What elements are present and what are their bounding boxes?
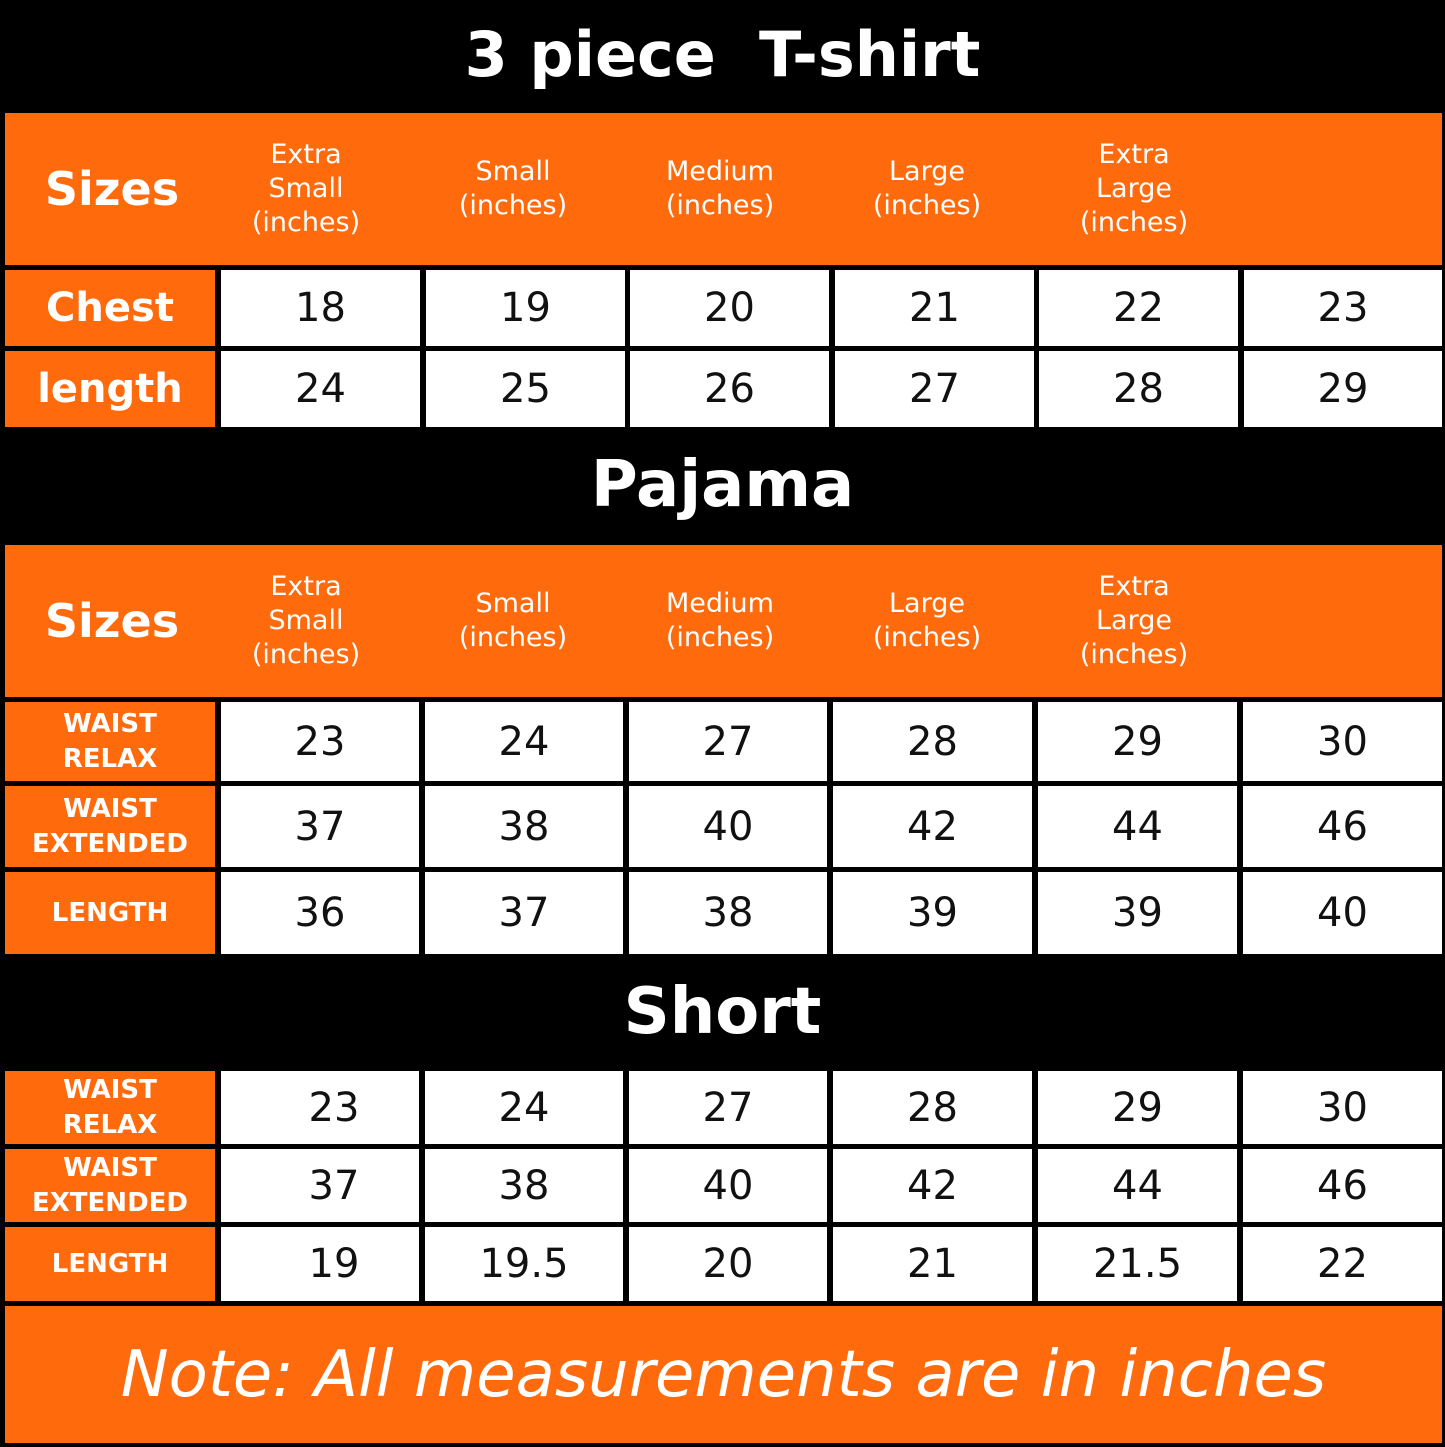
table-cell: 21.5 [1038, 1227, 1237, 1301]
row-label-length: LENGTH [5, 1227, 215, 1301]
row-label-length: LENGTH [5, 872, 215, 954]
table-cell: 36 [221, 872, 419, 954]
table-cell: 18 [221, 270, 420, 346]
table-cell: 21 [833, 1227, 1032, 1301]
table-cell: 27 [629, 702, 827, 781]
pajama-size-header [5, 545, 1442, 697]
size-column-header: Large (inches) [872, 156, 982, 221]
row-label-length: length [5, 351, 215, 427]
table-cell: 27 [629, 1071, 827, 1144]
size-column-header: Medium (inches) [665, 588, 775, 653]
table-cell: 37 [425, 872, 623, 954]
table-cell: 22 [1039, 270, 1238, 346]
table-cell: 40 [629, 786, 827, 867]
row-label-waist-relax: WAIST RELAX [5, 702, 215, 781]
size-column-header [1238, 113, 1442, 265]
table-cell: 42 [833, 786, 1032, 867]
table-cell: 29 [1038, 1071, 1237, 1144]
table-cell: 38 [629, 872, 827, 954]
size-column-header: Small (inches) [458, 156, 568, 221]
tshirt-title: 3 piece T-shirt [464, 18, 981, 91]
table-cell: 21 [835, 270, 1034, 346]
table-cell: 28 [833, 702, 1032, 781]
table-cell: 19 [221, 1227, 419, 1301]
table-cell: 46 [1243, 1149, 1442, 1222]
size-column-header: Medium (inches) [665, 156, 775, 221]
short-title: Short [623, 975, 822, 1049]
tshirt-size-header [5, 113, 1442, 265]
table-cell: 20 [629, 1227, 827, 1301]
table-cell: 23 [221, 1071, 419, 1144]
row-label-waist-extended: WAIST EXTENDED [5, 1149, 215, 1222]
pajama-title: Pajama [590, 448, 855, 522]
sizes-label: Sizes [44, 594, 180, 648]
table-cell: 37 [221, 786, 419, 867]
table-cell: 42 [833, 1149, 1032, 1222]
table-cell: 46 [1243, 786, 1442, 867]
table-cell: 30 [1243, 702, 1442, 781]
table-cell: 39 [1038, 872, 1237, 954]
table-cell: 30 [1243, 1071, 1442, 1144]
sizes-label: Sizes [44, 162, 180, 216]
table-cell: 28 [833, 1071, 1032, 1144]
table-cell: 29 [1038, 702, 1237, 781]
table-cell: 38 [425, 786, 623, 867]
table-cell: 40 [1243, 872, 1442, 954]
table-cell: 28 [1039, 351, 1238, 427]
table-cell: 26 [630, 351, 829, 427]
table-cell: 25 [426, 351, 625, 427]
size-column-header: Extra Small (inches) [251, 571, 361, 670]
table-cell: 24 [425, 1071, 623, 1144]
table-cell: 44 [1038, 1149, 1237, 1222]
size-column-header [1238, 545, 1442, 697]
table-cell: 24 [425, 702, 623, 781]
table-cell: 40 [629, 1149, 827, 1222]
size-column-header: Extra Large (inches) [1079, 139, 1189, 238]
table-cell: 22 [1243, 1227, 1442, 1301]
table-cell: 39 [833, 872, 1032, 954]
table-cell: 19 [426, 270, 625, 346]
row-label-waist-relax: WAIST RELAX [5, 1071, 215, 1144]
table-cell: 27 [835, 351, 1034, 427]
table-cell: 20 [630, 270, 829, 346]
row-label-waist-extended: WAIST EXTENDED [5, 786, 215, 867]
size-column-header: Extra Small (inches) [251, 139, 361, 238]
size-column-header: Large (inches) [872, 588, 982, 653]
row-label-chest: Chest [5, 270, 215, 346]
table-cell: 44 [1038, 786, 1237, 867]
table-cell: 23 [221, 702, 419, 781]
table-cell: 24 [221, 351, 420, 427]
table-cell: 19.5 [425, 1227, 623, 1301]
table-cell: 37 [221, 1149, 419, 1222]
table-cell: 23 [1244, 270, 1442, 346]
measurement-note: Note: All measurements are in inches [5, 1306, 1442, 1443]
size-column-header: Small (inches) [458, 588, 568, 653]
size-column-header: Extra Large (inches) [1079, 571, 1189, 670]
table-cell: 29 [1244, 351, 1442, 427]
table-cell: 38 [425, 1149, 623, 1222]
